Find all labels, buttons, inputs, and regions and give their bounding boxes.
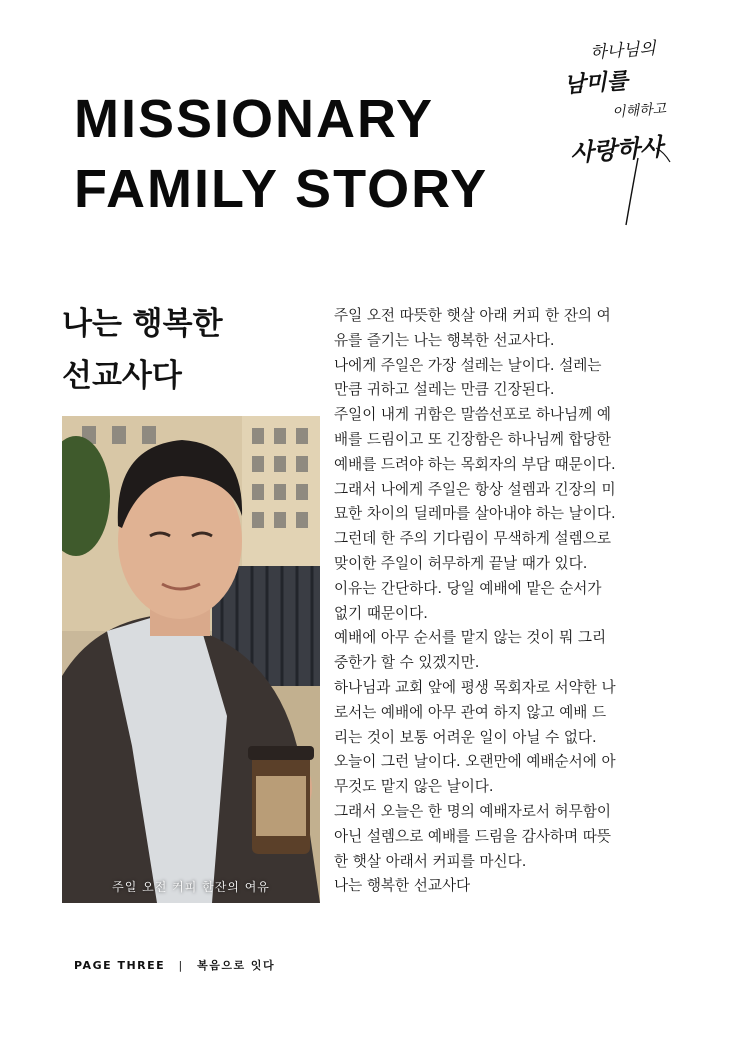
body-line: 나에게 주일은 가장 설레는 날이다. 설레는 xyxy=(334,356,602,374)
body-line: 그래서 나에게 주일은 항상 설렘과 긴장의 미 xyxy=(334,480,616,498)
article-body xyxy=(334,304,686,899)
body-line: 로서는 예배에 아무 관여 하지 않고 예배 드 xyxy=(334,703,607,721)
body-line: 없기 때문이다. xyxy=(334,604,428,622)
magazine-title xyxy=(74,84,554,224)
article-headline xyxy=(62,298,322,402)
body-line: 그래서 오늘은 한 명의 예배자로서 허무함이 xyxy=(334,802,611,820)
body-line: 묘한 차이의 딜레마를 살아내야 하는 날이다. xyxy=(334,505,616,523)
title-line-2: FAMILY STORY xyxy=(74,159,489,219)
body-line: 만큼 귀하고 설레는 만큼 긴장된다. xyxy=(334,381,555,399)
headline-line-1: 나는 행복한 xyxy=(62,306,223,342)
body-line: 배를 드림이고 또 긴장함은 하나님께 합당한 xyxy=(334,430,611,448)
body-line: 이유는 간단하다. 당일 예배에 맡은 순서가 xyxy=(334,579,602,597)
body-line: 나는 행복한 선교사다 xyxy=(334,877,471,895)
calligraphy-line-4: 사랑하사 xyxy=(569,131,664,168)
body-line: 오늘이 그런 날이다. 오랜만에 예배순서에 아 xyxy=(334,753,616,771)
headline-line-2: 선교사다 xyxy=(62,358,182,394)
calligraphy-line-1: 하나님의 xyxy=(589,38,657,64)
body-line: 예배에 아무 순서를 맡지 않는 것이 뭐 그리 xyxy=(334,629,607,647)
photo-illustration xyxy=(62,416,320,903)
calligraphy-motto xyxy=(560,30,690,230)
photo-caption: 주일 오전 커피 한잔의 여유 xyxy=(112,880,270,894)
body-line: 무것도 맡지 않은 날이다. xyxy=(334,778,494,796)
body-line: 한 햇살 아래서 커피를 마신다. xyxy=(334,852,527,870)
body-line: 주일이 내게 귀함은 말씀선포로 하나님께 예 xyxy=(334,406,611,424)
calligraphy-line-3: 이해하고 xyxy=(611,101,667,121)
body-line: 리는 것이 보통 어려운 일이 아닐 수 없다. xyxy=(334,728,597,746)
body-line: 하나님과 교회 앞에 평생 목회자로 서약한 나 xyxy=(334,678,616,696)
body-line: 그런데 한 주의 기다림이 무색하게 설렘으로 xyxy=(334,530,611,548)
body-line: 예배를 드려야 하는 목회자의 부담 때문이다. xyxy=(334,455,616,473)
footer-page-label: PAGE THREE xyxy=(74,959,166,972)
body-line: 주일 오전 따뜻한 햇살 아래 커피 한 잔의 여 xyxy=(334,307,611,324)
page-footer xyxy=(74,957,275,973)
body-line: 맞이한 주일이 허무하게 끝날 때가 있다. xyxy=(334,554,588,572)
body-line: 유를 즐기는 나는 행복한 선교사다. xyxy=(334,331,555,349)
title-line-1: MISSIONARY xyxy=(74,89,435,149)
footer-separator: | xyxy=(178,959,184,972)
body-line: 아닌 설렘으로 예배를 드림을 감사하며 따뜻 xyxy=(334,827,611,845)
calligraphy-line-2: 남미를 xyxy=(563,67,629,99)
footer-section: 복음으로 잇다 xyxy=(197,959,276,972)
body-line: 중한가 할 수 있겠지만. xyxy=(334,654,480,672)
missionary-photo xyxy=(62,416,320,903)
